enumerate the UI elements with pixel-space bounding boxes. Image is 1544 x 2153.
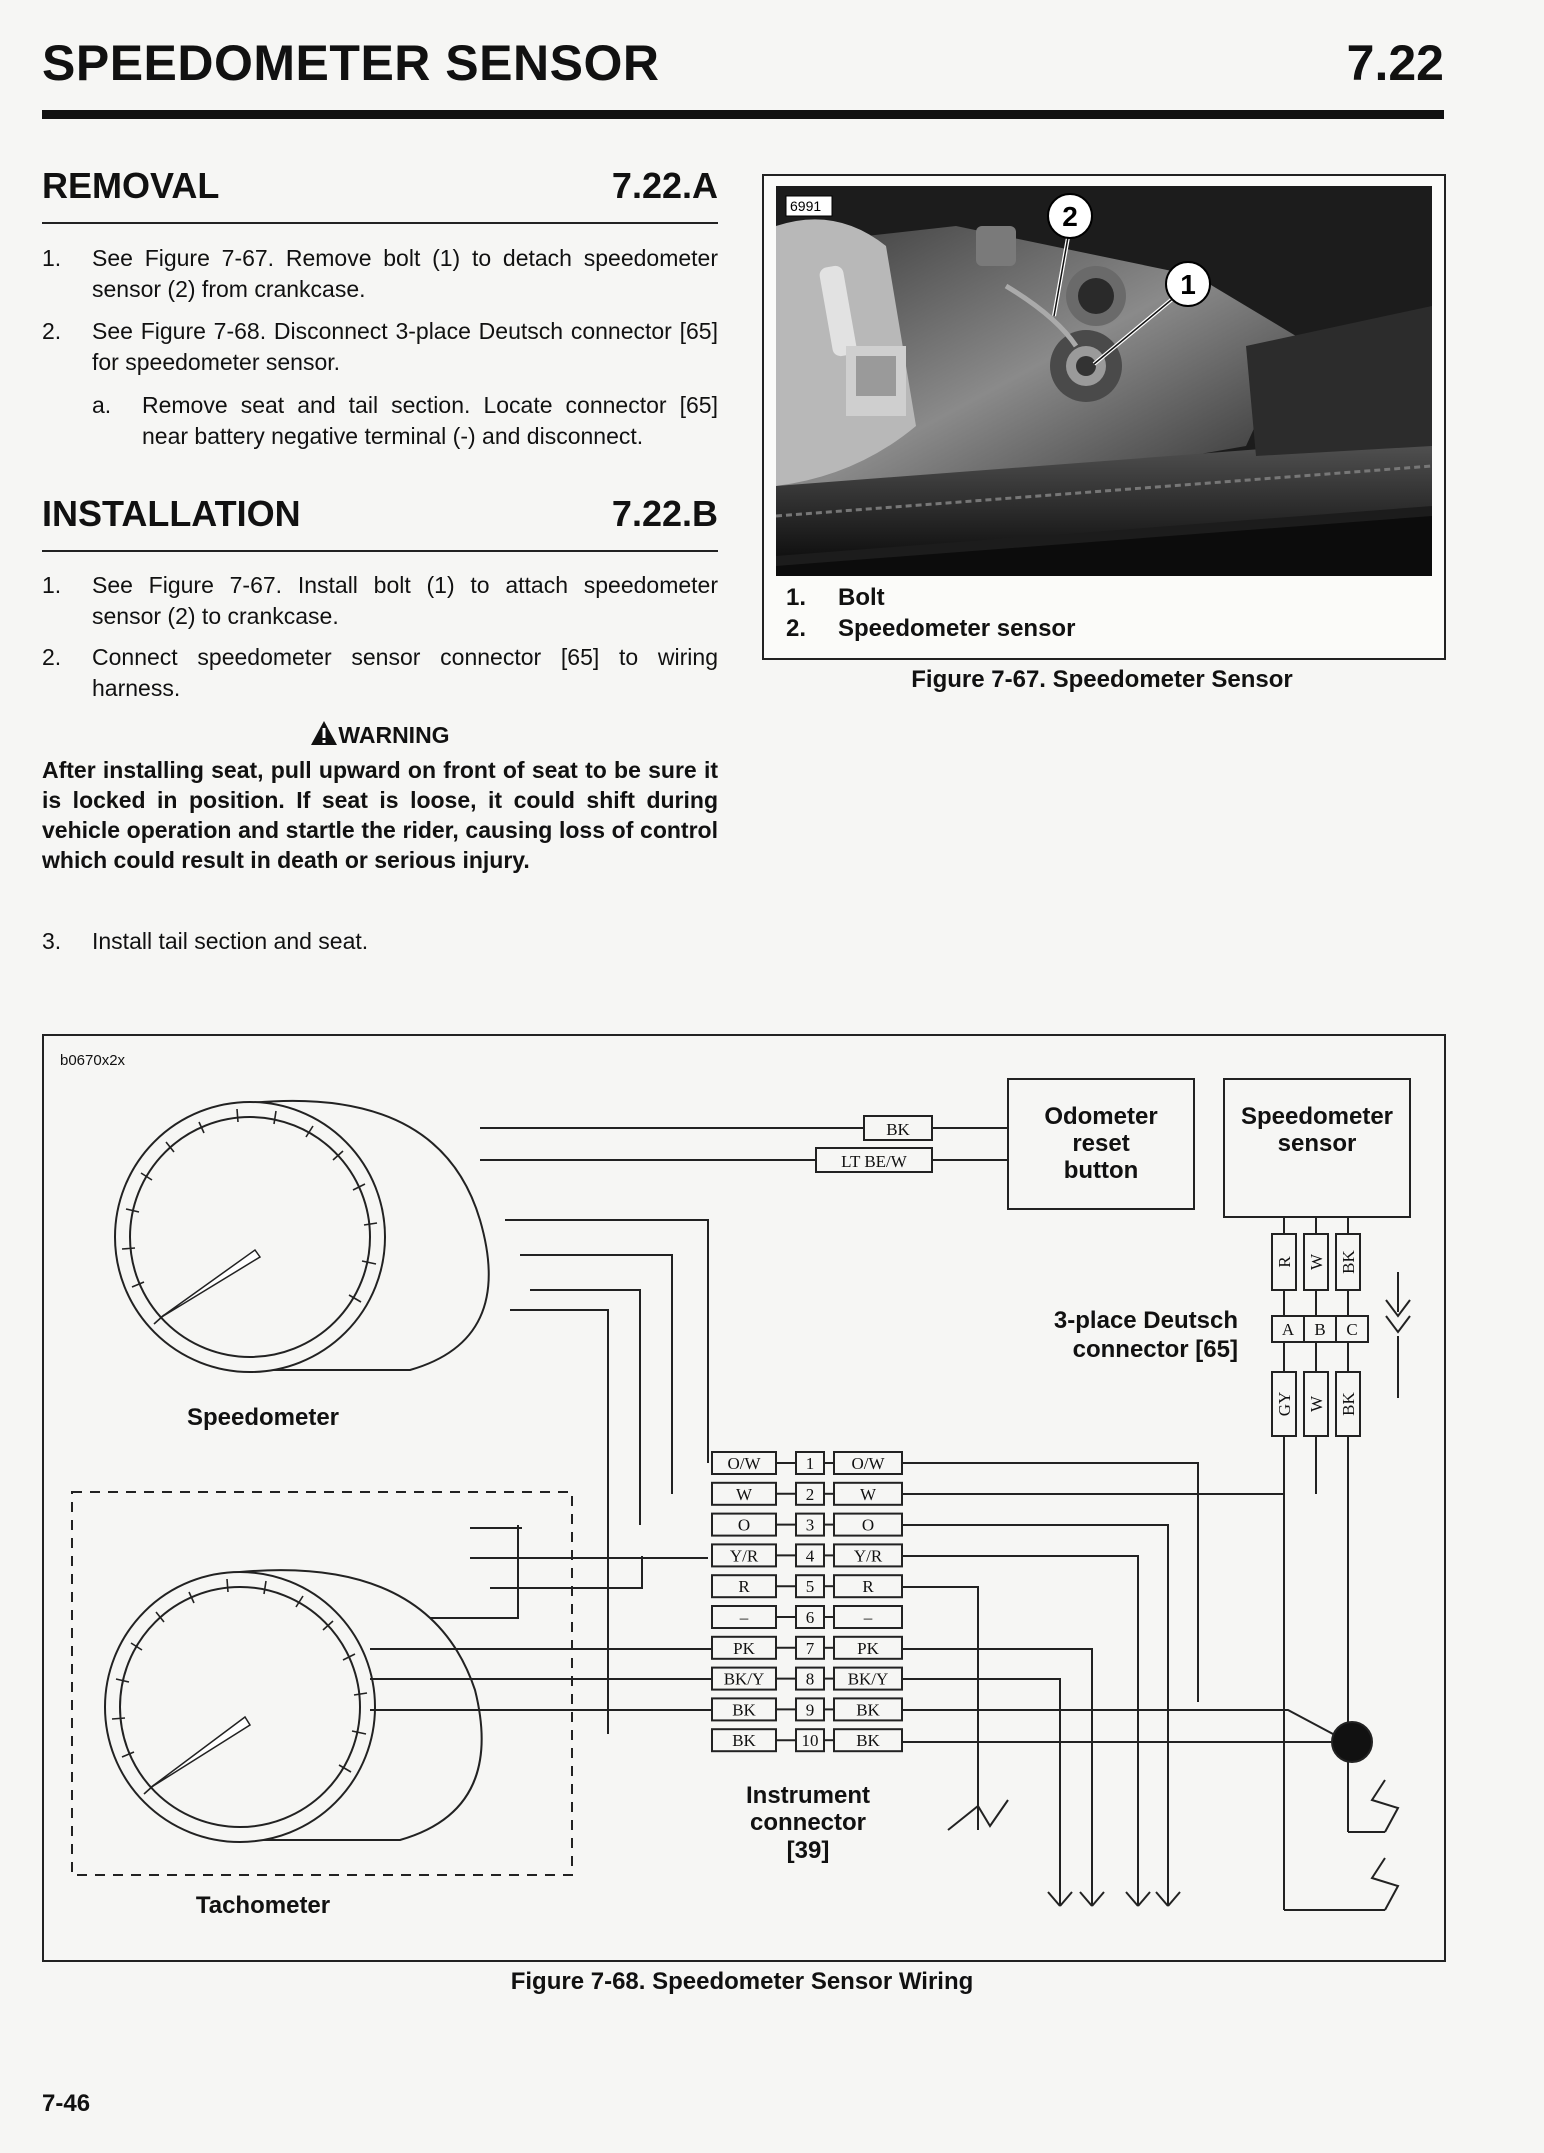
svg-text:[39]: [39]: [786, 1837, 830, 1864]
pin-wire-left: Y/R: [729, 1546, 759, 1566]
pin-wire-left: –: [739, 1608, 749, 1627]
pin-number: 7: [805, 1638, 815, 1658]
installation-number: 7.22.B: [611, 493, 718, 534]
pin-wire-right: BK: [856, 1700, 880, 1720]
installation-heading: INSTALLATION: [42, 493, 301, 534]
pin-wire-right: BK: [856, 1731, 880, 1751]
step-text: See Figure 7-67. Remove bolt (1) to detach speedometer sensor (2) from crankcase.: [92, 245, 718, 302]
svg-text:LT BE/W: LT BE/W: [841, 1152, 907, 1171]
page-number: 7-46: [42, 2090, 91, 2117]
step-number: a.: [92, 392, 112, 418]
connector-pin-row: [712, 1575, 902, 1597]
step-text: Connect speedometer sensor connector [65] to wiring harness.: [92, 644, 718, 701]
callout-2-text: 2: [1062, 201, 1078, 232]
pin-wire-left: O: [737, 1515, 751, 1535]
step-number: 2.: [42, 644, 62, 670]
svg-text:GY: GY: [1275, 1391, 1294, 1417]
step-number: 3.: [42, 928, 62, 954]
svg-text:BK: BK: [1339, 1250, 1358, 1274]
svg-text:button: button: [1063, 1157, 1139, 1184]
pin-number: 10: [801, 1731, 819, 1751]
pin-wire-right: W: [859, 1484, 877, 1504]
page-title: SPEEDOMETER SENSOR: [42, 35, 660, 91]
figure-67-caption: Figure 7-67. Speedometer Sensor: [911, 666, 1293, 693]
pin-number: 5: [805, 1577, 815, 1597]
step-number: 1.: [42, 572, 62, 598]
connector-pin-row: [712, 1637, 902, 1659]
svg-text:3-place Deutsch: 3-place Deutsch: [1053, 1307, 1238, 1334]
svg-text:BK: BK: [1339, 1392, 1358, 1416]
pin-wire-left: PK: [733, 1638, 755, 1658]
disconnect-arrows-icon: [1386, 1272, 1410, 1398]
svg-text:W: W: [1307, 1253, 1326, 1271]
step-number: 1.: [42, 245, 62, 271]
svg-text:Instrument: Instrument: [745, 1782, 871, 1809]
warning-title: WARNING: [338, 722, 450, 748]
svg-text:Speedometer: Speedometer: [1240, 1103, 1394, 1130]
svg-text:Odometer: Odometer: [1044, 1103, 1158, 1130]
step-text: See Figure 7-67. Install bolt (1) to attach speedometer sensor (2) to crankcase.: [92, 572, 718, 629]
pin-wire-left: BK/Y: [723, 1669, 765, 1689]
connector-pin-row: [712, 1668, 902, 1690]
removal-number: 7.22.A: [611, 165, 718, 206]
legend-number: 2.: [786, 615, 807, 642]
removal-heading: REMOVAL: [42, 165, 220, 206]
figure-68-caption: Figure 7-68. Speedometer Sensor Wiring: [510, 1968, 974, 1995]
svg-text:W: W: [1307, 1395, 1326, 1413]
pin-wire-right: O: [861, 1515, 875, 1535]
svg-text:A: A: [1281, 1320, 1295, 1339]
connector-pin-row: [712, 1544, 902, 1566]
pin-number: 3: [805, 1515, 815, 1535]
pin-wire-left: BK: [732, 1700, 756, 1720]
callout-1-text: 1: [1180, 269, 1196, 300]
connector-pin-row: [712, 1514, 902, 1536]
warning-text: After installing seat, pull upward on front of seat to be sure it is locked in position. If seat is loose, it could shift during vehicle operation and startle the rider, causing loss of control which could result in death or serious injury.: [42, 757, 718, 873]
connector-pin-row: [712, 1698, 902, 1720]
pin-number: 6: [805, 1608, 815, 1627]
step-text: Remove seat and tail section. Locate connector [65] near battery negative terminal (-) and disconnect.: [142, 392, 718, 449]
legend-label: Speedometer sensor: [838, 615, 1076, 642]
connector-pin-row: [712, 1606, 902, 1628]
connector-pin-row: [712, 1483, 902, 1505]
svg-text:R: R: [1275, 1256, 1294, 1268]
legend-number: 1.: [786, 584, 807, 611]
pin-wire-left: O/W: [727, 1454, 761, 1473]
svg-text:B: B: [1314, 1320, 1326, 1339]
pin-wire-left: BK: [732, 1731, 756, 1751]
svg-text:C: C: [1346, 1320, 1358, 1339]
step-text: See Figure 7-68. Disconnect 3-place Deutsch connector [65] for speedometer sensor.: [92, 318, 718, 375]
pin-number: 1: [805, 1454, 815, 1473]
svg-text:connector: connector: [749, 1809, 867, 1836]
photo-id-text: 6991: [790, 198, 822, 214]
section-number: 7.22: [1346, 35, 1444, 91]
connector-pin-row: [712, 1729, 902, 1751]
pin-wire-right: O/W: [851, 1454, 885, 1473]
tachometer-label: Tachometer: [195, 1892, 331, 1919]
tachometer-gauge-icon: [105, 1570, 482, 1842]
svg-text:connector [65]: connector [65]: [1072, 1336, 1238, 1363]
svg-text:reset: reset: [1072, 1130, 1130, 1157]
step-text: Install tail section and seat.: [92, 928, 369, 954]
speedometer-label: Speedometer: [186, 1404, 340, 1431]
step-number: 2.: [42, 318, 62, 344]
connector-pin-row: [712, 1452, 902, 1474]
pin-wire-right: BK/Y: [847, 1669, 889, 1689]
svg-text:sensor: sensor: [1277, 1130, 1357, 1157]
pin-number: 8: [805, 1669, 815, 1689]
pin-wire-right: Y/R: [853, 1546, 883, 1566]
splice-dot-icon: [1332, 1722, 1372, 1762]
pin-wire-right: PK: [857, 1638, 879, 1658]
pin-number: 9: [805, 1700, 815, 1720]
pin-number: 2: [805, 1484, 815, 1504]
pin-wire-right: –: [863, 1608, 873, 1627]
pin-wire-left: W: [735, 1484, 753, 1504]
diagram-id-text: b0670x2x: [60, 1052, 126, 1069]
pin-wire-right: R: [862, 1577, 874, 1597]
pin-wire-left: R: [738, 1577, 750, 1597]
instrument-connector: [712, 1452, 902, 1751]
svg-text:BK: BK: [886, 1120, 910, 1139]
speedometer-gauge-icon: [115, 1101, 489, 1372]
pin-number: 4: [805, 1546, 815, 1566]
legend-label: Bolt: [838, 584, 885, 611]
